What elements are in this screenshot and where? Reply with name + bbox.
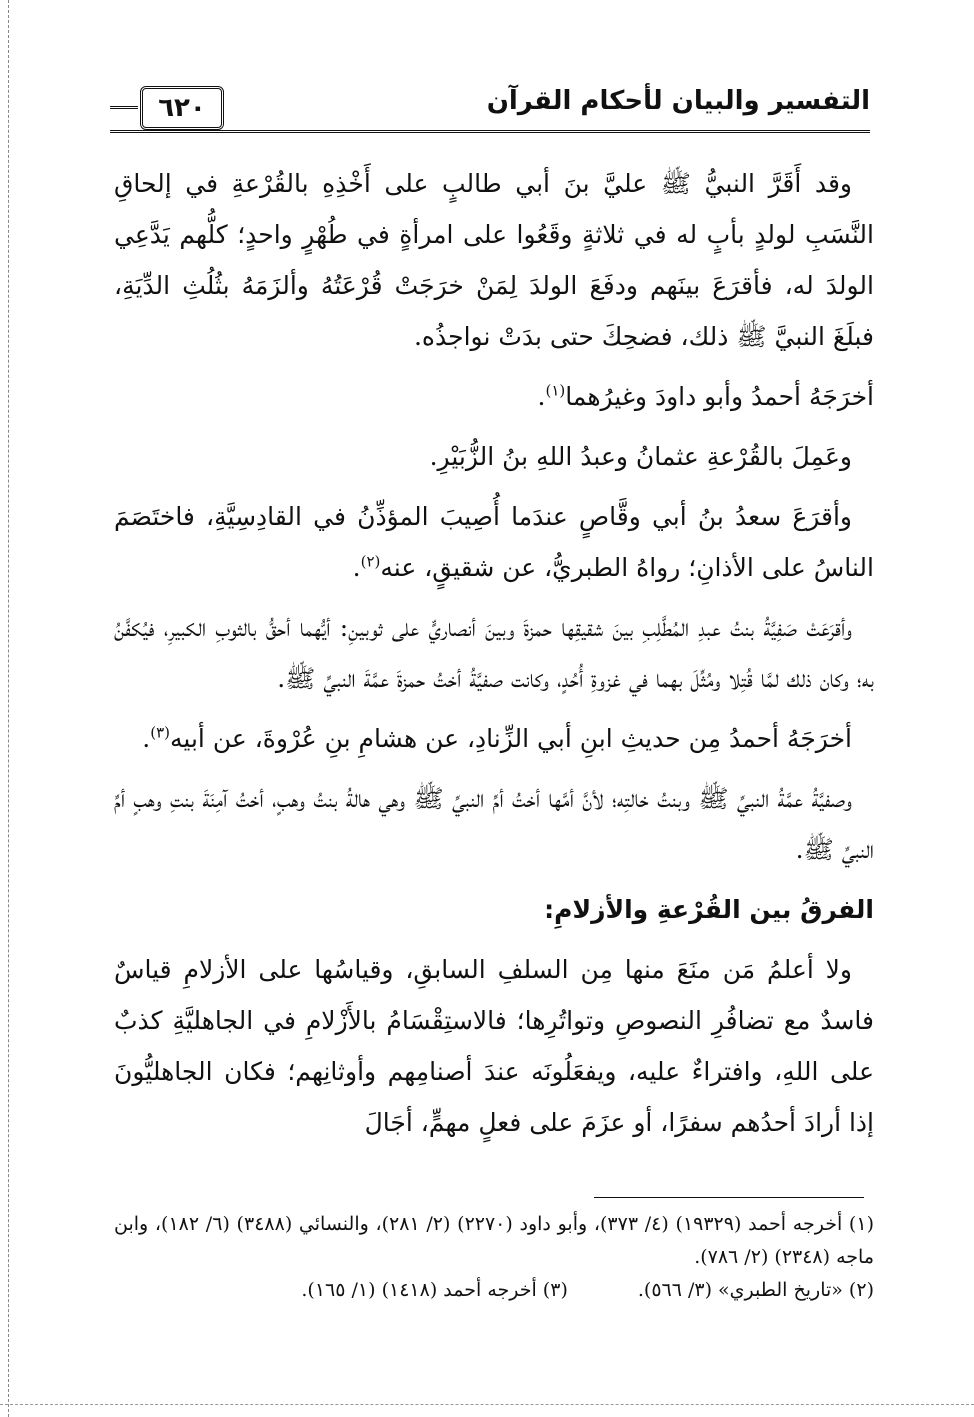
footnote-separator: [594, 1197, 864, 1198]
section-heading: الفرقُ بين القُرْعةِ والأزلامِ:: [544, 895, 874, 924]
footnote-ref-1: (١): [545, 381, 566, 400]
header-rule: [110, 130, 870, 133]
paragraph-6: [114, 713, 874, 764]
footnote-2-3-line: [114, 1274, 874, 1307]
paragraph-5: وأقرَعَتْ صَفِيَّةُ بنتُ عبدِ المُطَّلِبِ بينَ شقيقِها حمزةَ وبينَ أنصاريٍّ على ثوبينِ: أيُّهما أحقُّ بالثوبِ الكبيرِ، فيُكفَّنُ به؛ وكان ذلك لمَّا قُتِلا ومُثِّلَ بهما في غزوةِ أُحُدٍ، وكانت صفيَّةُ أختُ حمزةَ عمَّةَ النبيِّ ﷺ.: [114, 613, 874, 693]
paragraph-4-text: وأقرَعَ سعدُ بنُ أبي وقَّاصٍ عندَما أُصِيبَ المؤذِّنُ في القادِسِيَّةِ، فاختَصَمَ الناسُ على الأذانِ؛ رواهُ الطبريُّ، عن شقيقٍ، عنه: [114, 502, 874, 582]
footnote-1: (١) أخرجه أحمد (١٩٣٢٩) (٤/ ٣٧٣)، وأبو داود (٢٢٧٠) (٢/ ٢٨١)، والنسائي (٣٤٨٨) (٦/ ١٨٢)، وابن ماجه (٢٣٤٨) (٢/ ٧٨٦).: [114, 1213, 874, 1268]
paragraph-7: وصفيَّةُ عمَّةُ النبيِّ ﷺ وبنتُ خالتِه؛ لأنَّ أمَّها أختُ أمِّ النبيِّ ﷺ وهي هالةُ بنتُ وهبٍ، أختُ آمِنَةَ بنتِ وهبٍ أمِّ النبيِّ ﷺ.: [114, 784, 874, 864]
footnote-3: (٣) أخرجه أحمد (١٤١٨) (١/ ١٦٥).: [301, 1279, 568, 1301]
paragraph-4: [114, 491, 874, 593]
footnote-ref-2: (٢): [360, 552, 381, 571]
scan-edge-bottom: [0, 1404, 974, 1406]
paragraph-2-text: أخرَجَهُ أحمدُ وأبو داودَ وغيرُهما: [565, 382, 874, 411]
paragraph-2: [114, 371, 874, 422]
running-title: التفسير والبيان لأحكام القرآن: [486, 86, 870, 116]
paragraph-6-end: .: [142, 724, 151, 753]
paragraph-3: وعَمِلَ بالقُرْعةِ عثمانُ وعبدُ اللهِ بنُ الزُّبَيْرِ.: [429, 442, 852, 471]
footnote-ref-3: (٣): [150, 723, 171, 742]
footnote-2: (٢) «تاريخ الطبري» (٣/ ٥٦٦).: [637, 1279, 874, 1301]
paragraph-8: ولا أعلمُ مَن منَعَ منها مِن السلفِ السابقِ، وقياسُها على الأزلامِ قياسٌ فاسدٌ مع تضافُرِ النصوصِ وتواتُرِها؛ فالاستِقْسَامُ بالأَزْلامِ في الجاهليَّةِ كذبٌ على اللهِ، وافتراءٌ عليه، ويفعَلُونَه عندَ أصنامِهم وأوثانِهم؛ فكان الجاهليُّونَ إذا أرادَ أحدُهم سفرًا، أو عزَمَ على فعلٍ مهمٍّ، أجَالَ: [114, 955, 874, 1137]
scan-edge-left: [8, 0, 10, 1417]
page-number: ٦٢٠: [140, 86, 224, 130]
paragraph-1: وقد أَقَرَّ النبيُّ ﷺ عليَّ بنَ أبي طالبٍ على أَخْذِهِ بالقُرْعةِ في إلحاقِ النَّسَبِ لولدٍ بأبٍ له في ثلاثةٍ وقَعُوا على امرأةٍ في طُهْرٍ واحدٍ؛ كلُّهم يَدَّعِي الولدَ له، فأقرَعَ بينَهم ودفَعَ الولدَ لِمَنْ خرَجَتْ قُرْعَتُهُ وألزَمَهُ بثُلُثِ الدِّيَةِ، فبلَغَ النبيَّ ﷺ ذلك، فضحِكَ حتى بدَتْ نواجذُه.: [114, 169, 874, 351]
paragraph-6-text: أخرَجَهُ أحمدُ مِن حديثِ ابنِ أبي الزِّنادِ، عن هشامِ بنِ عُرْوةَ، عن أبيه: [170, 724, 852, 753]
page-header: [110, 84, 870, 140]
main-text: [114, 158, 874, 1157]
paragraph-2-end: .: [537, 382, 546, 411]
footnotes: [114, 1208, 874, 1307]
header-side-rule: [110, 106, 138, 109]
paragraph-4-end: .: [352, 553, 361, 582]
